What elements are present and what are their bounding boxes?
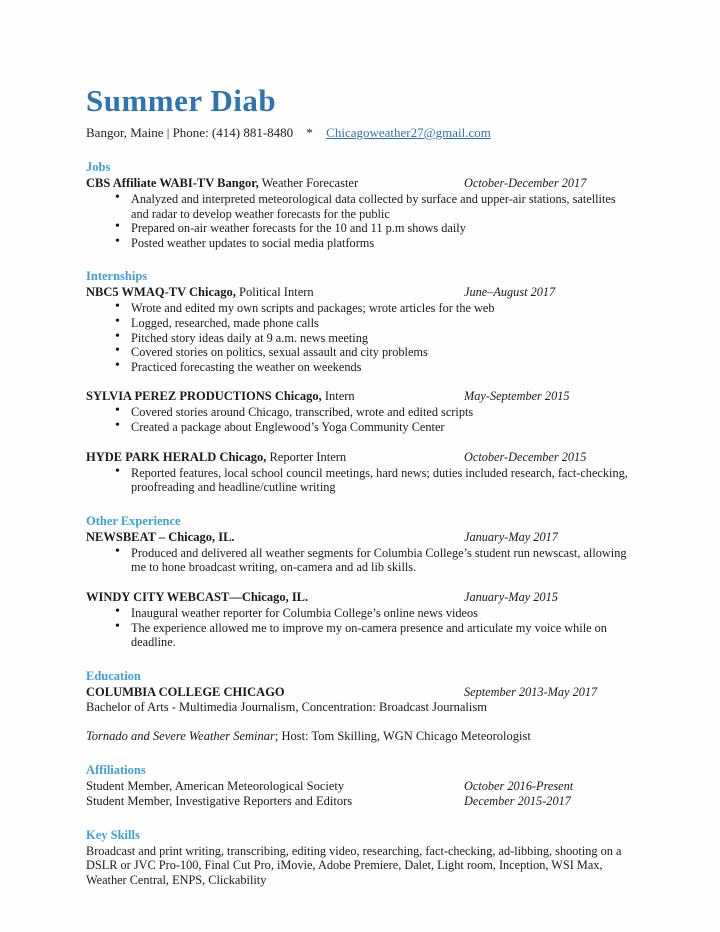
- affiliation-date: December 2015-2017: [464, 793, 571, 808]
- section-internships: [86, 269, 636, 494]
- affiliation-date: October 2016-Present: [464, 778, 574, 793]
- education-school: COLUMBIA COLLEGE CHICAGO: [86, 684, 285, 699]
- bullet-item: • Practiced forecasting the weather on weekends: [113, 360, 636, 375]
- section-jobs: [86, 160, 636, 250]
- bullet-item: • The experience allowed me to improve my on-camera presence and articulate my voice while on deadline.: [113, 621, 636, 650]
- internship-org: NBC5 WMAQ-TV Chicago,: [86, 285, 236, 300]
- job-org: CBS Affiliate WABI-TV Bangor,: [86, 176, 259, 190]
- seminar-detail: ; Host: Tom Skilling, WGN Chicago Meteorologist: [274, 728, 531, 743]
- key-skills-text: Broadcast and print writing, transcribing, editing video, researching, fact-checking, ad-libbing, shooting on a DSLR or JVC Pro-100, Final Cut Pro, iMovie, Adobe Premiere, Dalet, Light room, Inception, WSI Max, Weather Central, ENPS, Clickability: [86, 843, 622, 888]
- job-role: Weather Forecaster: [258, 176, 359, 190]
- education-seminar: [86, 729, 636, 744]
- education-date: September 2013-May 2017: [464, 684, 598, 699]
- bullet-item: • Inaugural weather reporter for Columbia College’s online news videos: [113, 606, 636, 621]
- affiliation-row: [86, 779, 636, 794]
- internship-org: HYDE PARK HERALD Chicago,: [86, 449, 267, 464]
- bullet-item: • Reported features, local school council meetings, hard news; duties included research, fact-checking, proofreading and headline/cutline writing: [113, 466, 636, 495]
- experience-bullets: [86, 546, 636, 575]
- section-key-skills: [86, 828, 636, 888]
- bullet-item: • Covered stories around Chicago, transcribed, wrote and edited scripts: [113, 405, 636, 420]
- internship-role: Political Intern: [235, 285, 314, 300]
- affiliation-text: Student Member, American Meteorological Society: [86, 778, 345, 793]
- internship-date: May-September 2015: [464, 389, 570, 404]
- page-title: Summer Diab: [86, 83, 277, 118]
- section-education: [86, 669, 636, 744]
- internship-date: June–August 2017: [464, 285, 556, 300]
- bullet-item: • Produced and delivered all weather segments for Columbia College’s student run newscast, allowing me to hone broadcast writing, on-camera and ad lib skills.: [113, 546, 636, 575]
- affiliation-text: Student Member, Investigative Reporters and Editors: [86, 793, 353, 808]
- section-heading-jobs: Jobs: [86, 160, 111, 174]
- experience-org: NEWSBEAT – Chicago, IL.: [86, 529, 235, 544]
- education-degree: Bachelor of Arts - Multimedia Journalism, Concentration: Broadcast Journalism: [86, 699, 487, 714]
- contact-separator: *: [306, 125, 313, 140]
- internship-title: [86, 450, 464, 465]
- job-date: October-December 2017: [464, 176, 587, 190]
- section-heading-other-experience: Other Experience: [86, 513, 181, 528]
- education-school-line: [86, 685, 464, 700]
- experience-entry: [86, 590, 636, 650]
- section-heading-key-skills: Key Skills: [86, 827, 140, 842]
- bullet-item: • Posted weather updates to social media platforms: [113, 236, 636, 251]
- job-entry: [86, 176, 636, 250]
- contact-line: [86, 125, 636, 141]
- internship-org: SYLVIA PEREZ PRODUCTIONS Chicago,: [86, 389, 322, 404]
- internship-date: October-December 2015: [464, 449, 587, 464]
- internship-title: [86, 285, 464, 300]
- job-bullets: [86, 192, 636, 250]
- job-title: [86, 176, 464, 191]
- seminar-title: Tornado and Severe Weather Seminar: [86, 728, 275, 743]
- section-other-experience: [86, 514, 636, 650]
- email-link[interactable]: Chicagoweather27@gmail.com: [326, 125, 491, 140]
- bullet-item: • Covered stories on politics, sexual assault and city problems: [113, 345, 636, 360]
- section-heading-internships: Internships: [86, 269, 148, 284]
- bullet-item: • Analyzed and interpreted meteorological data collected by surface and upper-air stations, satellites and radar to develop weather forecasts for the public: [113, 192, 636, 221]
- internship-entry: [86, 285, 636, 374]
- bullet-item: • Pitched story ideas daily at 9 a.m. news meeting: [113, 331, 636, 346]
- internship-bullets: [86, 405, 636, 434]
- internship-entry: [86, 389, 636, 434]
- experience-date: January-May 2017: [464, 529, 558, 544]
- experience-title: [86, 530, 464, 545]
- internship-bullets: [86, 301, 636, 374]
- bullet-item: • Created a package about Englewood’s Yoga Community Center: [113, 420, 636, 435]
- section-heading-education: Education: [86, 668, 141, 683]
- bullet-item: • Wrote and edited my own scripts and packages; wrote articles for the web: [113, 301, 636, 316]
- internship-role: Intern: [321, 389, 355, 404]
- bullet-item: • Logged, researched, made phone calls: [113, 316, 636, 331]
- internship-bullets: [86, 466, 636, 495]
- experience-org: WINDY CITY WEBCAST—Chicago, IL.: [86, 589, 309, 604]
- contact-location-phone: Bangor, Maine | Phone: (414) 881-8480: [86, 125, 294, 140]
- internship-title: [86, 389, 464, 404]
- bullet-item: • Prepared on-air weather forecasts for the 10 and 11 p.m shows daily: [113, 221, 636, 236]
- internship-entry: [86, 450, 636, 495]
- experience-bullets: [86, 606, 636, 650]
- section-heading-affiliations: Affiliations: [86, 762, 146, 777]
- experience-title: [86, 590, 464, 605]
- affiliation-row: [86, 794, 636, 809]
- internship-role: Reporter Intern: [266, 449, 347, 464]
- experience-entry: [86, 530, 636, 575]
- section-affiliations: [86, 763, 636, 809]
- experience-date: January-May 2015: [464, 589, 558, 604]
